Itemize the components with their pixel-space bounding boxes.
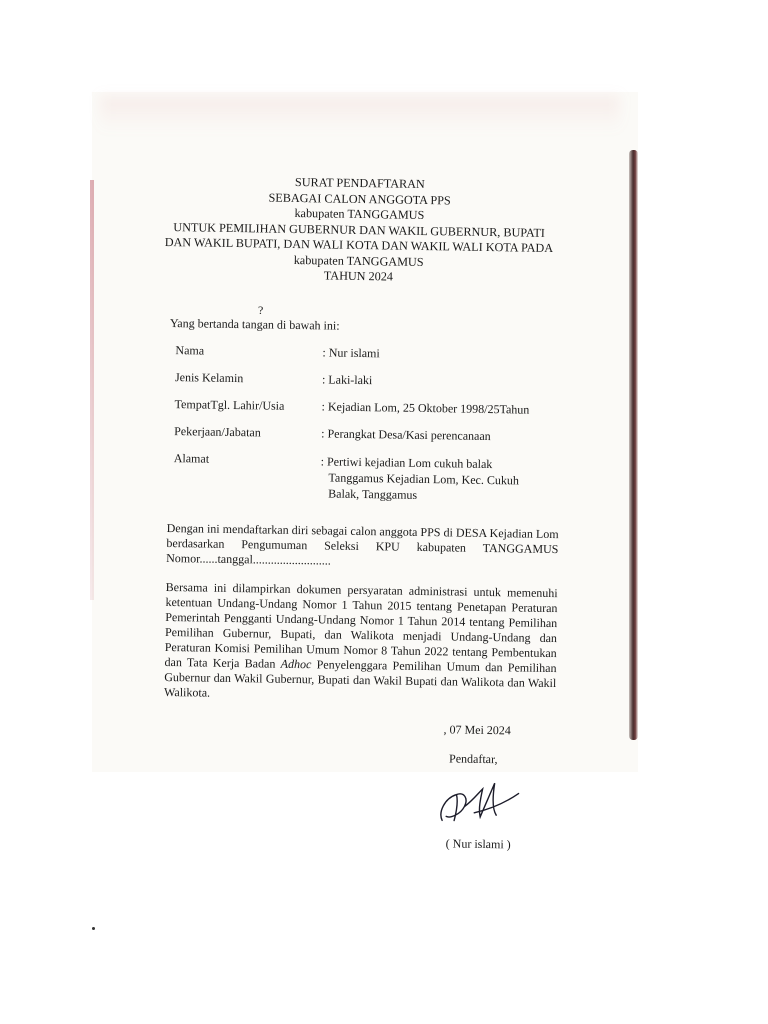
- registrant-label: Pendaftar,: [448, 751, 498, 767]
- address-value: [320, 453, 561, 505]
- field-label: Nama: [175, 343, 205, 358]
- attachment-statement: [164, 580, 558, 706]
- field-value: : Kejadian Lom, 25 Oktober 1998/25Tahun: [321, 399, 530, 417]
- heading-line: UNTUK PEMILIHAN GUBERNUR DAN WAKIL GUBERNUR, BUPATI: [173, 219, 546, 240]
- address-line: : Pertiwi kejadian Lom cukuh balak: [320, 454, 493, 472]
- page-right-edge: [629, 150, 638, 740]
- document-body: [162, 316, 562, 853]
- attachment-text: Penyelenggara Pemilihan Umum dan Pemilihan Gubernur dan Wakil Gubernur, Bupati dan Wakil Bupati dan Walikota dan Wakil Walikota.: [163, 657, 557, 700]
- stray-mark: ?: [258, 303, 264, 317]
- field-address: [167, 451, 560, 517]
- heading-line: TAHUN 2024: [323, 268, 394, 284]
- field-value: : Nur islami: [322, 345, 380, 361]
- registration-statement: Dengan ini mendaftarkan diri sebagai calon anggota PPS di DESA Kejadian Lom berdasarkan Pengumuman Seleksi KPU kabupaten TANGGAMUS Nomor......tanggal..........................: [166, 520, 559, 568]
- stray-dot: [92, 927, 95, 930]
- field-label: TempatTgl. Lahir/Usia: [174, 397, 285, 413]
- scan-smudge: [100, 96, 620, 132]
- heading-line: SURAT PENDAFTARAN: [294, 174, 425, 192]
- field-label: Jenis Kelamin: [174, 370, 244, 386]
- attachment-italic-term: Adhoc: [280, 656, 312, 672]
- heading-line: SEBAGAI CALON ANGGOTA PPS: [268, 190, 451, 207]
- heading-line: kabupaten TANGGAMUS: [293, 252, 424, 269]
- field-value: : Perangkat Desa/Kasi perencanaan: [321, 426, 491, 444]
- field-value: : Laki-laki: [321, 372, 373, 388]
- document-date: , 07 Mei 2024: [443, 722, 511, 738]
- attachment-text: Bersama ini dilampirkan dokumen persyaratan administrasi untuk memenuhi ketentuan Undang-Undang Nomor 1 Tahun 2015 tentang Penetapan Peraturan Pemerintah Pengganti Undang-Undang Nomor 1 Tahun 2014 tentang Pemilihan Pemilihan Gubernur, Bupati, dan Walikota menjadi Undang-Undang dan Peraturan Komisi Pemilihan Umum Nomor 8 Tahun 2022 tentang Pembentukan dan Tata Kerja Badan: [164, 579, 558, 671]
- signature-name: ( Nur islami ): [445, 836, 511, 852]
- signature: [162, 768, 555, 834]
- address-line: Tanggamus Kejadian Lom, Kec. Cukuh: [328, 470, 520, 488]
- heading-line: DAN WAKIL BUPATI, DAN WALI KOTA DAN WAKIL WALI KOTA PADA: [164, 234, 554, 256]
- heading-line: kabupaten TANGGAMUS: [294, 205, 425, 223]
- document-heading: [158, 173, 560, 288]
- field-label: Alamat: [173, 451, 210, 466]
- address-line: Balak, Tanggamus: [328, 486, 418, 502]
- page-left-edge: [90, 180, 94, 600]
- field-label: Pekerjaan/Jabatan: [174, 424, 261, 440]
- signature-scribble: [434, 772, 525, 833]
- intro-text: Yang bertanda tangan di bawah ini:: [169, 316, 340, 333]
